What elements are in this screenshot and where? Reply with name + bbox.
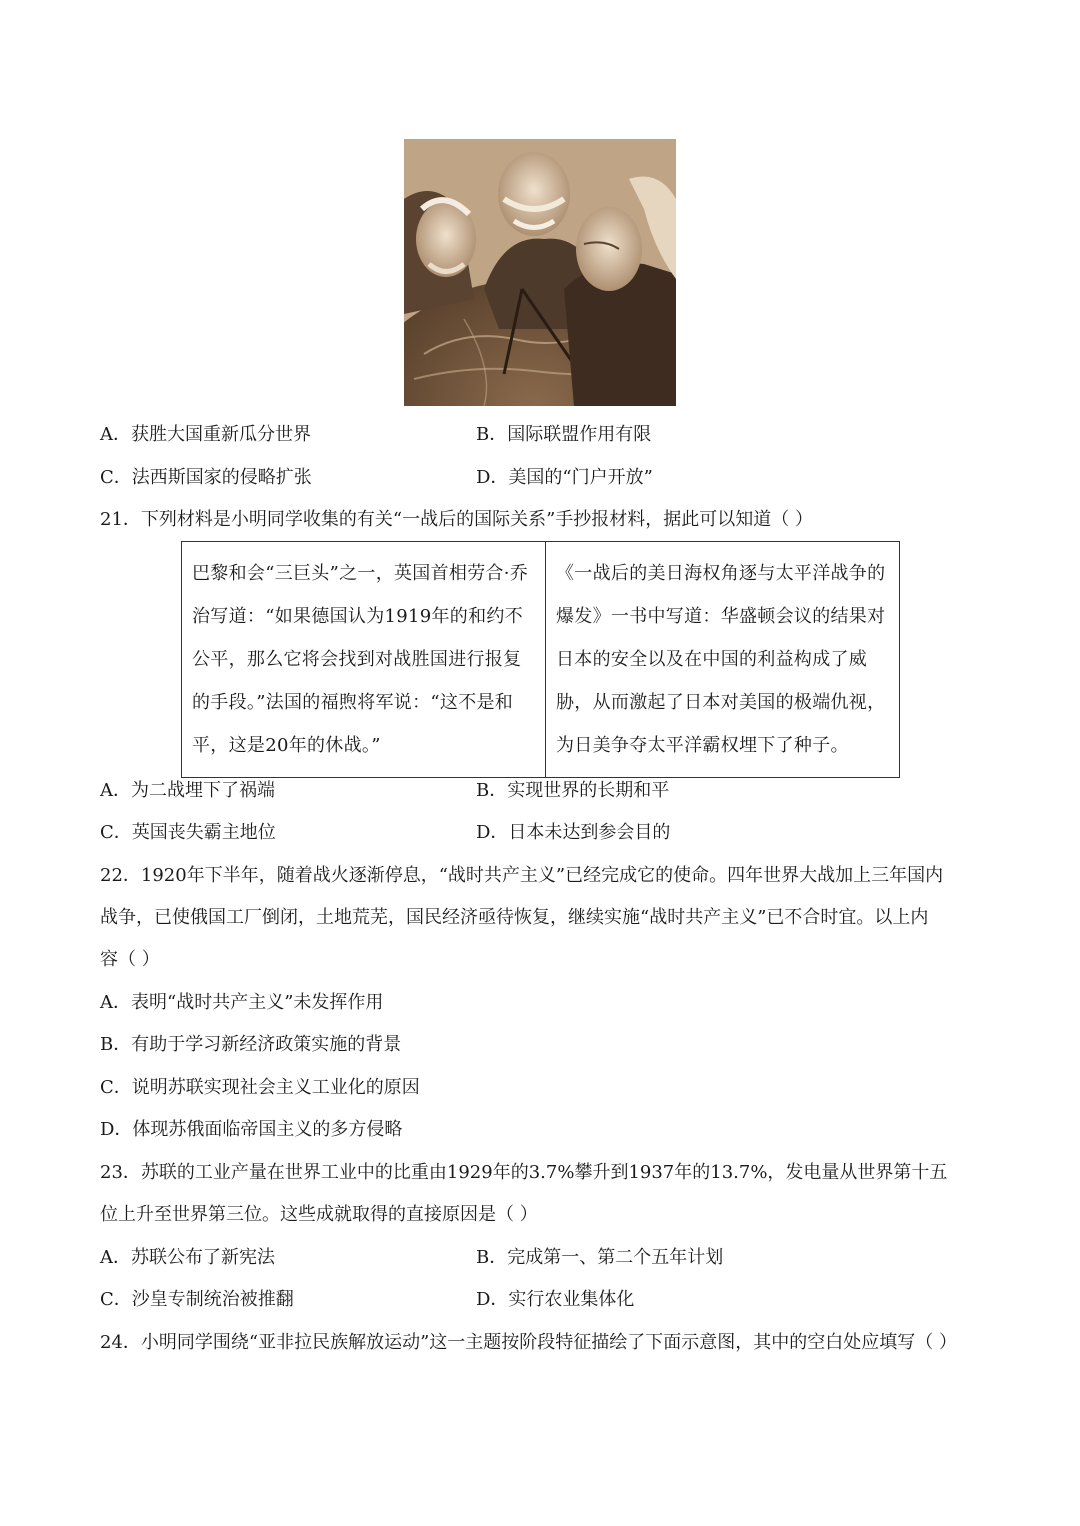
q21-option-d[interactable]: D．日本未达到参会目的: [476, 822, 671, 843]
q22-stem-line-2: 战争，已使俄国工厂倒闭，土地荒芜，国民经济亟待恢复，继续实施“战时共产主义”已不合时宜。以上内: [100, 907, 929, 928]
q22-stem-line-3: 容（ ）: [100, 949, 160, 970]
q21-material-left: 巴黎和会“三巨头”之一，英国首相劳合·乔治写道：“如果德国认为1919年的和约不公平，那么它将会找到对战胜国进行报复的手段。”法国的福煦将军说：“这不是和平，这是20年的休战。”: [182, 542, 546, 778]
q21-material-table: [181, 541, 900, 778]
q23-stem-line-2: 位上升至世界第三位。这些成就取得的直接原因是（ ）: [100, 1204, 538, 1225]
q22-option-c[interactable]: C．说明苏联实现社会主义工业化的原因: [100, 1077, 420, 1098]
q22-stem-line-1: 22．1920年下半年，随着战火逐渐停息，“战时共产主义”已经完成它的使命。四年世界大战加上三年国内: [100, 865, 944, 886]
q20-option-b[interactable]: B．国际联盟作用有限: [476, 424, 652, 445]
q20-option-d[interactable]: D．美国的“门户开放”: [476, 467, 653, 488]
q23-option-c[interactable]: C．沙皇专制统治被推翻: [100, 1289, 294, 1310]
q23-option-b[interactable]: B．完成第一、第二个五年计划: [476, 1247, 724, 1268]
q24-stem: 24．小明同学围绕“亚非拉民族解放运动”这一主题按阶段特征描绘了下面示意图，其中的空白处应填写（ ）: [100, 1332, 958, 1353]
q22-option-a[interactable]: A．表明“战时共产主义”未发挥作用: [100, 992, 384, 1013]
cartoon-image: [404, 139, 676, 406]
q21-option-c[interactable]: C．英国丧失霸主地位: [100, 822, 276, 843]
q22-option-b[interactable]: B．有助于学习新经济政策实施的背景: [100, 1034, 402, 1055]
q20-option-c[interactable]: C．法西斯国家的侵略扩张: [100, 467, 312, 488]
q20-option-a[interactable]: A．获胜大国重新瓜分世界: [100, 424, 311, 445]
q22-option-d[interactable]: D．体现苏俄面临帝国主义的多方侵略: [100, 1119, 403, 1140]
q23-option-d[interactable]: D．实行农业集体化: [476, 1289, 635, 1310]
q21-option-a[interactable]: A．为二战埋下了祸端: [100, 780, 275, 801]
q23-stem-line-1: 23．苏联的工业产量在世界工业中的比重由1929年的3.7%攀升到1937年的13.7%，发电量从世界第十五: [100, 1162, 948, 1183]
q21-stem: 21．下列材料是小明同学收集的有关“一战后的国际关系”手抄报材料，据此可以知道（ ）: [100, 509, 814, 530]
cartoon-illustration: [404, 139, 676, 406]
q21-material-right: 《一战后的美日海权角逐与太平洋战争的爆发》一书中写道：华盛顿会议的结果对日本的安全以及在中国的利益构成了威胁，从而激起了日本对美国的极端仇视，为日美争夺太平洋霸权埋下了种子。: [546, 542, 900, 778]
q21-option-b[interactable]: B．实现世界的长期和平: [476, 780, 670, 801]
q23-option-a[interactable]: A．苏联公布了新宪法: [100, 1247, 275, 1268]
